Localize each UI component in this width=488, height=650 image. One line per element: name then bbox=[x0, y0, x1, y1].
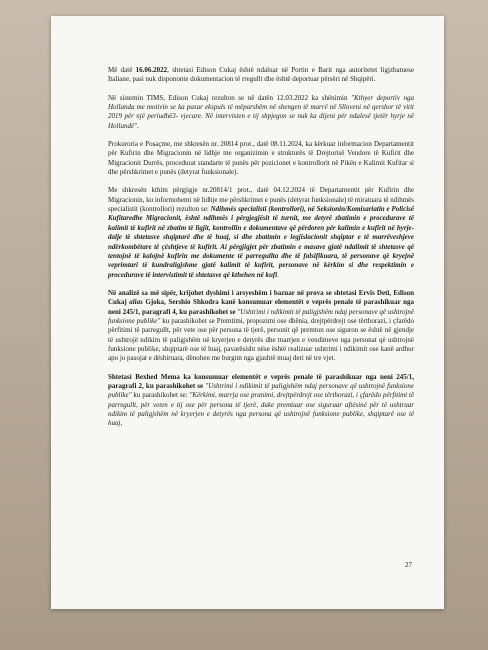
text-run: . bbox=[277, 270, 279, 279]
date-highlight: 16.06.2022 bbox=[135, 66, 168, 74]
paragraph-department-response bbox=[108, 186, 414, 279]
document-page bbox=[51, 16, 444, 609]
text-run: ku parashikohet se Premtimi, propozimi ose dhënia, drejtpërdrejt ose tërthorazi, i çfarëdo përfitimi të parregullt, për vete ose për persona të tjerë, personit që premton ose siguron se është në gjendje të ushtrojë ndikim të paligjshëm në kryerjen e detyrës dhe marrjen e vendimeve nga personat që ushtrojnë funksione publike, shqiptarë ose të huaj, pavarësisht nëse është realizuar ushtrimi i ndikimit ose kanë ardhur apo jo pasojat e dëshiruara, dënohen me burgim nga gjashtë muaj deri në tre vjet. bbox=[108, 316, 414, 363]
paragraph-tims-record bbox=[108, 94, 414, 131]
article-title-quote: "Ushtrimi i ndikimit të paligjshëm ndaj personave që ushtrojnë funksione publike" bbox=[108, 381, 414, 400]
text-run: Prokuroria e Posaçme, me shkresën nr. 20814 prot., datë 08.11.2024, ka kërkuar informacion Departamentit për Kufirin dhe Migracionin në lidhje me organizimin e strukturës të Drejtorisë Vendore të Kufirit dhe Migracionit Durrës, procedurat standarte të punës për pozicionet e kontrollorit në Pikën e Kalimit Kufitar si dhe përshkrimet e punës (detyrat funksionale). bbox=[108, 140, 414, 177]
bold-run: Shtetasi Bexhed Mema ka konsumuar elementët e veprës penale të parashikuar nga neni 245/1, paragrafi 2, ku parashikohet se bbox=[108, 372, 414, 390]
page-number: 27 bbox=[405, 561, 412, 569]
bold-run: Në analizë sa më sipër, krijohet dyshimi i arsyeshëm i bazuar në prova se shtetasi Ervis Deti, Edison Cukaj bbox=[108, 288, 414, 307]
text-run: . bbox=[137, 121, 139, 130]
article-title-quote: "Ushtrimi i ndikimit të paligjshëm ndaj personave që ushtrojnë funksione publike" bbox=[108, 307, 414, 325]
paragraph-analysis-article-245-4 bbox=[108, 289, 414, 364]
paragraph-prosecution-request bbox=[108, 140, 414, 177]
text-run: , shtetasi Edison Cukaj është ndaluar në Portin e Barit nga autoritetet ligjzbatuese Italiane, pasi nuk dispononte dokumentacion të rregullt dhe është deportuar përsëri në Shqipëri. bbox=[108, 66, 414, 84]
tims-quote: "Kthyer deportiv nga Hollanda me motivin se ka pasur ekspuls të mëparshëm në shengen të marrë në Slloveni në qershor të vitit 2019 për një periudhë3- vjecare. Në intervisten e tij shpjegon se nuk ka dijeni për ndalesë tjetër hyrje në Hollandë" bbox=[108, 93, 414, 130]
text-run: Në sistemin TIMS, Edison Cukaj rezulton se në datën 12.03.2022 ka shënimin bbox=[108, 93, 352, 102]
paragraph-deportation-bari bbox=[108, 66, 414, 85]
text-run: Më datë bbox=[108, 66, 136, 74]
paragraph-article-245-2 bbox=[108, 373, 414, 429]
bold-run: Gjoka, Sershio Shkodra kanë konsumuar elementët e veprës penale të parashikuar nga neni 245/1, paragrafi 4, ku parashikohet se bbox=[108, 298, 414, 316]
text-run: Me shkresën kthim përgjigje nr.20814/1 prot., datë 04.12.2024 të Departamentit për Kufirin dhe Migracionin, ku informohemi në lidhje me përshkrimet e punës (detyrat funksionale) të miratuara të ndihmës specialistit (kontrollori) rezulton se: bbox=[108, 186, 414, 214]
article-text-quote: "Kërkimi, marrja ose pranimi, drejtpërdrejt ose tërthorazi, i çfarëdo përfitimi të parregullt, për veten e tij ose për persona të tjerë, duke premtuar ose siguruar aftësinë për të ushtruar ndikim të paligjshëm në kryerjen e detyrës nga persona që ushtrojnë funksione publike, shqiptarë ose të huaj, bbox=[108, 391, 415, 428]
text-run: ku parashikohet se: bbox=[131, 391, 190, 400]
job-description-quote: Ndihmës specialisti (kontrollori), në Seksionin/Komisariatin e Policisë Kufitaredhe Migracionit, është ndihmës i përgjegjësit të turnit, me detyrë zbatimin e procedurave të kalimit të kufirit në zbatim të ligjit, kontrollin e dokumentave që përdoren për kalimin e kufirit në hyrje-dalje të shtetasve shqiptarë dhe të huaj, si dhe zbatimin e legjislacionit shqiptar e të marrëveshjeve ndërkombëtare të çështjeve të kufirit. Ai përgjigjet për zbatimin e masave gjatë ndalimit të shtetasve që tentojnë të kalojnë kufirin me dokumente të parregullta dhe të falsifikuara, të personave që kryejnë veprimtari të kundraligjshme gjatë kalimit të kufirit, personave në kërkim si dhe respektimin e procedurave të intervistimit të shtetasve që kthehen në kufi bbox=[108, 205, 414, 279]
alias-word: alias bbox=[129, 298, 143, 307]
